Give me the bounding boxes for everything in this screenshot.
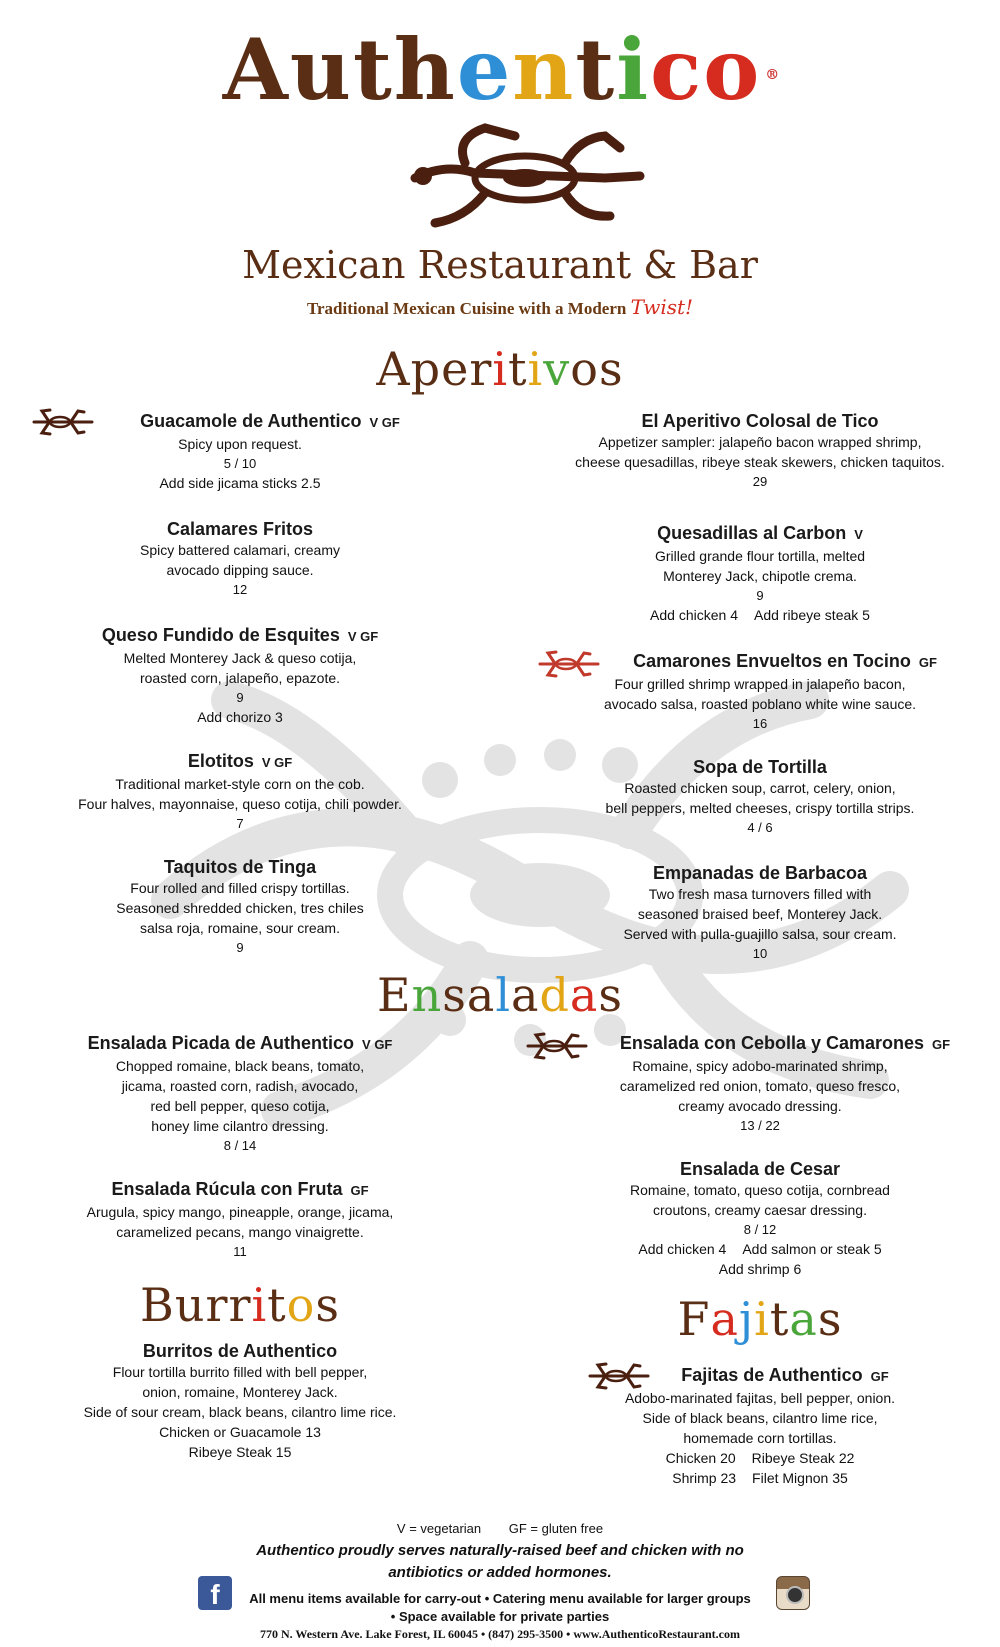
menu-item-sopa bbox=[535, 756, 985, 837]
item-addon: Chicken or Guacamole 13 bbox=[159, 1424, 321, 1440]
item-desc: onion, romaine, Monterey Jack. bbox=[142, 1384, 338, 1400]
item-addon: Add ribeye steak 5 bbox=[753, 607, 870, 623]
item-desc: Adobo-marinated fajitas, bell pepper, onion. bbox=[624, 1390, 896, 1406]
item-price: 4 / 6 bbox=[747, 820, 773, 835]
title-letter: r bbox=[228, 1278, 252, 1332]
item-desc: Seasoned shredded chicken, tres chiles bbox=[116, 900, 364, 916]
title-letter: i bbox=[754, 1292, 770, 1346]
item-name: Ensalada con Cebolla y Camarones bbox=[619, 1033, 925, 1053]
address-line: 770 N. Western Ave. Lake Forest, IL 60045 • (847) 295-3500 • www.AuthenticoRestaurant.com bbox=[259, 1627, 741, 1641]
item-name: Quesadillas al Carbon bbox=[657, 523, 847, 543]
item-desc: Served with pulla-guajillo salsa, sour cream. bbox=[623, 926, 897, 942]
title-letter: A bbox=[376, 342, 411, 396]
item-addon: Chicken 20 bbox=[665, 1450, 736, 1466]
item-price: 16 bbox=[752, 716, 768, 731]
brand-letter: h bbox=[393, 20, 457, 119]
title-letter: a bbox=[710, 1292, 739, 1346]
legend-gluten-free: GF = gluten free bbox=[508, 1521, 604, 1536]
brand-letter: o bbox=[703, 20, 762, 119]
menu-item-ensalada-cesar bbox=[535, 1158, 985, 1279]
item-desc: Four rolled and filled crispy tortillas. bbox=[130, 880, 350, 896]
section-title-ensaladas bbox=[0, 968, 1000, 1022]
tagline-accent: Twist! bbox=[630, 295, 694, 319]
brand-letter: n bbox=[512, 20, 576, 119]
item-desc: Romaine, tomato, queso cotija, cornbread bbox=[630, 1182, 890, 1198]
item-desc: creamy avocado dressing. bbox=[678, 1098, 842, 1114]
item-desc: croutons, creamy caesar dressing. bbox=[653, 1202, 867, 1218]
item-desc: Side of black beans, cilantro lime rice, bbox=[642, 1410, 878, 1426]
menu-item-guacamole bbox=[30, 410, 450, 493]
item-addon: Ribeye Steak 15 bbox=[188, 1444, 292, 1460]
item-price: 7 bbox=[236, 816, 244, 831]
menu-item-fajitas bbox=[535, 1364, 985, 1488]
item-addon-row bbox=[535, 1448, 985, 1468]
item-desc: roasted corn, jalapeño, epazote. bbox=[139, 670, 341, 686]
item-tags: V GF bbox=[362, 1037, 393, 1052]
services-line: • Space available for private parties bbox=[390, 1609, 610, 1624]
menu-item-quesadillas bbox=[535, 522, 985, 625]
brand-letter: t bbox=[352, 20, 394, 119]
item-desc: avocado dipping sauce. bbox=[166, 562, 314, 578]
item-price: 13 / 22 bbox=[740, 1118, 780, 1133]
item-name: Fajitas de Authentico bbox=[681, 1365, 863, 1385]
title-letter: n bbox=[411, 968, 443, 1022]
item-desc: Spicy battered calamari, creamy bbox=[140, 542, 340, 558]
menu-item-empanadas bbox=[535, 862, 985, 963]
menu-item-colosal bbox=[535, 410, 985, 491]
brand-letter: c bbox=[650, 20, 704, 119]
lizard-logo bbox=[405, 118, 645, 233]
item-desc: Traditional market-style corn on the cob. bbox=[115, 776, 365, 792]
item-name: Guacamole de Authentico bbox=[140, 411, 362, 431]
item-addon: Add salmon or steak 5 bbox=[742, 1241, 882, 1257]
tagline-text: Traditional Mexican Cuisine with a Modern bbox=[306, 299, 627, 318]
title-letter: i bbox=[251, 1278, 268, 1332]
item-desc: cheese quesadillas, ribeye steak skewers, chicken taquitos. bbox=[575, 454, 945, 470]
title-letter: t bbox=[267, 1278, 287, 1332]
brand-letter: i bbox=[616, 20, 651, 119]
item-price: 8 / 12 bbox=[743, 1222, 777, 1237]
item-name: Ensalada Rúcula con Fruta bbox=[111, 1179, 343, 1199]
title-letter: d bbox=[539, 968, 570, 1022]
title-letter: r bbox=[469, 342, 493, 396]
title-letter: o bbox=[286, 1278, 316, 1332]
item-addon: Filet Mignon 35 bbox=[752, 1470, 848, 1486]
title-letter: u bbox=[174, 1278, 206, 1332]
section-title-aperitivos bbox=[0, 342, 1000, 396]
title-letter: s bbox=[598, 342, 624, 396]
item-desc: Monterey Jack, chipotle crema. bbox=[663, 568, 857, 584]
item-desc: honey lime cilantro dressing. bbox=[151, 1118, 329, 1134]
menu-item-calamares bbox=[30, 518, 450, 599]
item-desc: red bell pepper, queso cotija, bbox=[150, 1098, 330, 1114]
item-tags: V bbox=[854, 527, 863, 542]
item-price: 5 / 10 bbox=[223, 456, 257, 471]
brand-letter: u bbox=[289, 20, 353, 119]
item-addon: Add side jicama sticks 2.5 bbox=[159, 475, 321, 491]
item-desc: Grilled grande flour tortilla, melted bbox=[654, 548, 866, 564]
item-name: Burritos de Authentico bbox=[142, 1341, 338, 1361]
item-desc: jicama, roasted corn, radish, avocado, bbox=[121, 1078, 359, 1094]
item-addon-row bbox=[535, 1468, 985, 1488]
sourcing-note bbox=[0, 1540, 1000, 1584]
item-desc: avocado salsa, roasted poblano white wine sauce. bbox=[603, 696, 917, 712]
title-letter: v bbox=[543, 342, 571, 396]
item-addon: Ribeye Steak 22 bbox=[751, 1450, 855, 1466]
note-line: antibiotics or added hormones. bbox=[388, 1564, 612, 1581]
item-desc: Arugula, spicy mango, pineapple, orange, jicama, bbox=[86, 1204, 394, 1220]
title-letter: s bbox=[315, 1278, 340, 1332]
item-price: 29 bbox=[752, 474, 768, 489]
item-name: Ensalada de Cesar bbox=[679, 1159, 841, 1179]
item-addon-row bbox=[535, 1239, 985, 1259]
title-letter: a bbox=[789, 1292, 818, 1346]
title-letter: p bbox=[410, 342, 442, 396]
item-price: 9 bbox=[756, 588, 764, 603]
item-desc: Four halves, mayonnaise, queso cotija, chili powder. bbox=[78, 796, 402, 812]
item-name: El Aperitivo Colosal de Tico bbox=[641, 411, 879, 431]
item-addon: Add chicken 4 bbox=[638, 1241, 727, 1257]
item-desc: homemade corn tortillas. bbox=[683, 1430, 837, 1446]
brand-letter: e bbox=[456, 20, 513, 119]
services-line: All menu items available for carry-out • Catering menu available for larger groups bbox=[249, 1591, 751, 1606]
title-letter: s bbox=[598, 968, 623, 1022]
item-name: Camarones Envueltos en Tocino bbox=[633, 651, 911, 671]
menu-item-elotitos bbox=[30, 750, 450, 833]
menu-item-ensalada-cebolla bbox=[535, 1032, 985, 1135]
item-name: Taquitos de Tinga bbox=[163, 857, 317, 877]
item-tags: GF bbox=[932, 1037, 951, 1052]
title-letter: o bbox=[570, 342, 599, 396]
menu-item-camarones bbox=[535, 650, 985, 733]
title-letter: E bbox=[377, 968, 412, 1022]
item-desc: caramelized pecans, mango vinaigrette. bbox=[116, 1224, 364, 1240]
title-letter: s bbox=[442, 968, 467, 1022]
facebook-icon[interactable]: f bbox=[198, 1576, 232, 1610]
item-desc: Two fresh masa turnovers filled with bbox=[648, 886, 872, 902]
title-letter: l bbox=[495, 968, 512, 1022]
item-desc: bell peppers, melted cheeses, crispy tortilla strips. bbox=[605, 800, 915, 816]
title-letter: e bbox=[441, 342, 470, 396]
item-tags: V GF bbox=[347, 629, 379, 644]
item-price: 10 bbox=[752, 946, 768, 961]
item-addon: Shrimp 23 bbox=[672, 1470, 737, 1486]
item-desc: caramelized red onion, tomato, queso fresco, bbox=[619, 1078, 901, 1094]
item-price: 11 bbox=[233, 1244, 247, 1259]
item-name: Calamares Fritos bbox=[166, 519, 314, 539]
title-letter: s bbox=[817, 1292, 843, 1346]
item-desc: Roasted chicken soup, carrot, celery, onion, bbox=[624, 780, 896, 796]
item-tags: GF bbox=[350, 1183, 369, 1198]
subtitle: Mexican Restaurant & Bar bbox=[242, 243, 758, 287]
item-desc: seasoned braised beef, Monterey Jack. bbox=[637, 906, 883, 922]
section-title-burritos bbox=[30, 1278, 450, 1332]
item-name: Empanadas de Barbacoa bbox=[652, 863, 868, 883]
title-letter: a bbox=[569, 968, 599, 1022]
item-tags: GF bbox=[918, 655, 937, 670]
item-tags: V GF bbox=[261, 755, 293, 770]
brand-letter: A bbox=[222, 20, 290, 119]
item-desc: Four grilled shrimp wrapped in jalapeño bacon, bbox=[614, 676, 906, 692]
menu-item-burritos bbox=[30, 1340, 450, 1462]
item-desc: Romaine, spicy adobo-marinated shrimp, bbox=[632, 1058, 888, 1074]
tagline bbox=[0, 295, 1000, 319]
title-letter: j bbox=[738, 1292, 755, 1346]
item-desc: Flour tortilla burrito filled with bell pepper, bbox=[112, 1364, 368, 1380]
legend-vegetarian: V = vegetarian bbox=[396, 1521, 482, 1536]
menu-item-queso-fundido bbox=[30, 624, 450, 727]
item-addon: Add chicken 4 bbox=[650, 607, 738, 623]
section-title-fajitas bbox=[535, 1292, 985, 1346]
item-name: Ensalada Picada de Authentico bbox=[87, 1033, 355, 1053]
note-line: Authentico proudly serves naturally-raised beef and chicken with no bbox=[256, 1542, 744, 1559]
item-desc: salsa roja, romaine, sour cream. bbox=[140, 920, 340, 936]
item-tags: V GF bbox=[369, 415, 400, 430]
item-name: Queso Fundido de Esquites bbox=[101, 625, 340, 645]
title-letter: i bbox=[492, 342, 509, 396]
registered-mark: ® bbox=[765, 67, 782, 83]
item-desc: Spicy upon request. bbox=[178, 436, 302, 452]
item-name: Elotitos bbox=[187, 751, 254, 771]
item-addon-row bbox=[535, 605, 985, 625]
item-addon: Add shrimp 6 bbox=[718, 1261, 802, 1277]
title-letter: B bbox=[140, 1278, 175, 1332]
title-letter: a bbox=[511, 968, 540, 1022]
title-letter: a bbox=[466, 968, 496, 1022]
title-letter: i bbox=[527, 342, 544, 396]
menu-item-ensalada-picada bbox=[30, 1032, 450, 1155]
title-letter: r bbox=[205, 1278, 229, 1332]
title-letter: t bbox=[508, 342, 528, 396]
item-tags: GF bbox=[870, 1369, 889, 1384]
brand-title bbox=[0, 20, 1000, 119]
item-desc: Melted Monterey Jack & queso cotija, bbox=[123, 650, 357, 666]
item-desc: Side of sour cream, black beans, cilantro lime rice. bbox=[83, 1404, 397, 1420]
brand-letter: t bbox=[575, 20, 617, 119]
item-desc: Appetizer sampler: jalapeño bacon wrapped shrimp, bbox=[598, 434, 922, 450]
item-price: 8 / 14 bbox=[223, 1138, 257, 1153]
title-letter: F bbox=[677, 1292, 711, 1346]
menu-item-ensalada-rucula bbox=[30, 1178, 450, 1261]
menu-item-taquitos bbox=[30, 856, 450, 957]
item-addon: Add chorizo 3 bbox=[197, 709, 283, 725]
item-desc: Chopped romaine, black beans, tomato, bbox=[115, 1058, 365, 1074]
dietary-legend bbox=[0, 1521, 1000, 1536]
item-price: 12 bbox=[232, 582, 248, 597]
services-note bbox=[0, 1590, 1000, 1626]
item-name: Sopa de Tortilla bbox=[693, 757, 827, 777]
title-letter: t bbox=[769, 1292, 790, 1346]
item-price: 9 bbox=[236, 940, 244, 955]
item-price: 9 bbox=[236, 690, 244, 705]
